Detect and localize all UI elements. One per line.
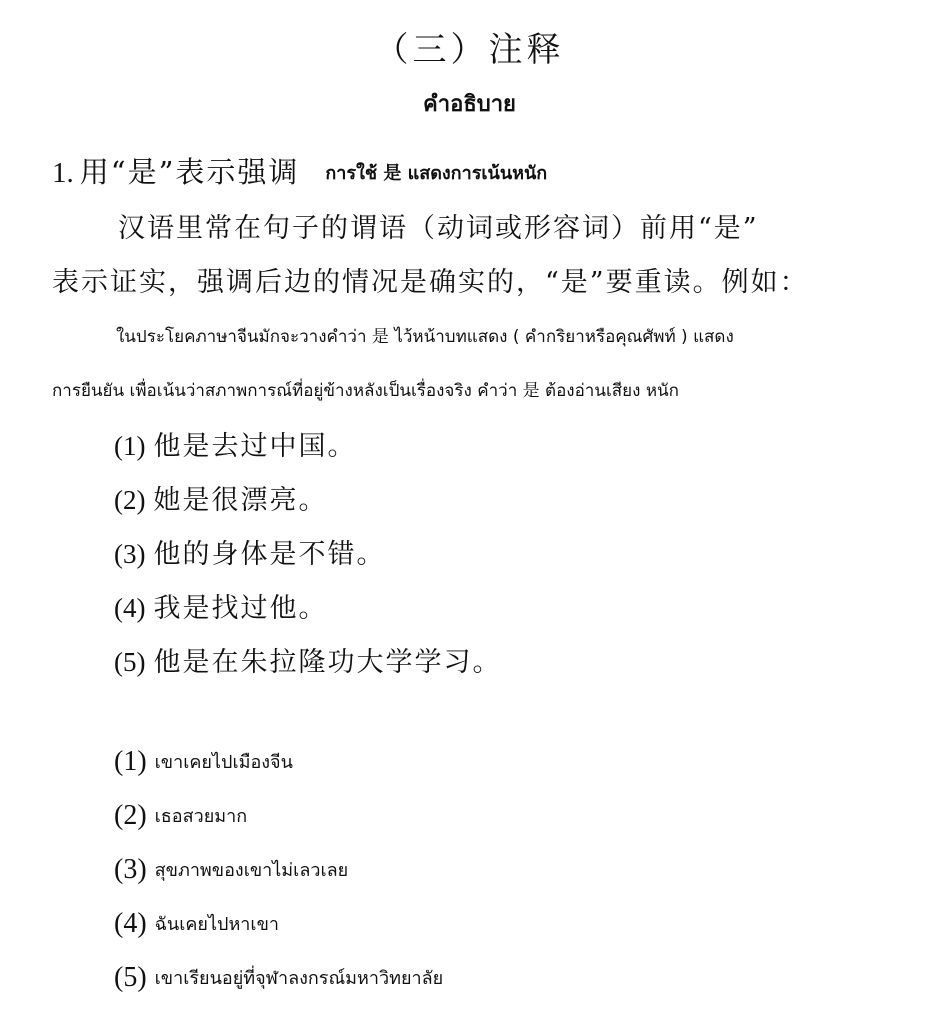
example-number: (3) — [114, 539, 146, 569]
section-title: （三）注释 — [374, 30, 565, 70]
example-text: เขาเคยไปเมืองจีน — [154, 752, 293, 773]
example-th — [114, 960, 443, 992]
example-zh — [114, 532, 385, 571]
example-text: 他是在朱拉隆功大学学习。 — [153, 647, 502, 678]
example-th — [114, 744, 293, 776]
example-text: 我是找过他。 — [153, 593, 328, 624]
example-number: (1) — [114, 746, 147, 777]
point-title: 用“是”表示强调 — [79, 155, 300, 189]
point-heading — [52, 150, 547, 191]
example-text: 她是很漂亮。 — [153, 485, 328, 516]
example-text: เธอสวยมาก — [154, 806, 248, 827]
example-number: (4) — [114, 593, 146, 623]
example-number: (2) — [114, 485, 146, 515]
explanation-th-line-1: ในประโยคภาษาจีนมักจะวางคำว่า 是 ไว้หน้าบทแสดง ( คำกริยาหรือคุณศัพท์ ) แสดง — [116, 327, 734, 347]
example-number: (2) — [114, 800, 147, 831]
example-zh — [114, 424, 356, 463]
example-text: ฉันเคยไปหาเขา — [154, 914, 279, 935]
example-zh — [114, 478, 327, 517]
point-title-thai: การใช้ 是 แสดงการเน้นหนัก — [325, 163, 548, 184]
example-text: 他的身体是不错。 — [153, 539, 386, 570]
example-number: (5) — [114, 962, 147, 993]
example-number: (1) — [114, 431, 146, 461]
example-number: (3) — [114, 854, 147, 885]
example-th — [114, 906, 279, 938]
explanation-zh-line-1: 汉语里常在句子的谓语（动词或形容词）前用“是” — [118, 213, 759, 244]
section-subtitle: คำอธิบาย — [423, 92, 516, 117]
example-text: 他是去过中国。 — [153, 431, 357, 462]
example-zh — [114, 586, 327, 625]
example-zh — [114, 640, 501, 679]
example-number: (5) — [114, 647, 146, 677]
example-th — [114, 852, 348, 884]
example-text: สุขภาพของเขาไม่เลวเลย — [154, 860, 349, 881]
example-number: (4) — [114, 908, 147, 939]
example-text: เขาเรียนอยู่ที่จุฬาลงกรณ์มหาวิทยาลัย — [154, 968, 444, 989]
point-number: 1. — [52, 157, 74, 189]
example-th — [114, 798, 247, 830]
explanation-zh-line-2: 表示证实，强调后边的情况是确实的，“是”要重读。例如： — [52, 267, 809, 298]
explanation-th-line-2: การยืนยัน เพื่อเน้นว่าสภาพการณ์ที่อยู่ข้างหลังเป็นเรื่องจริง คำว่า 是 ต้องอ่านเสียง หนัก — [52, 381, 679, 401]
